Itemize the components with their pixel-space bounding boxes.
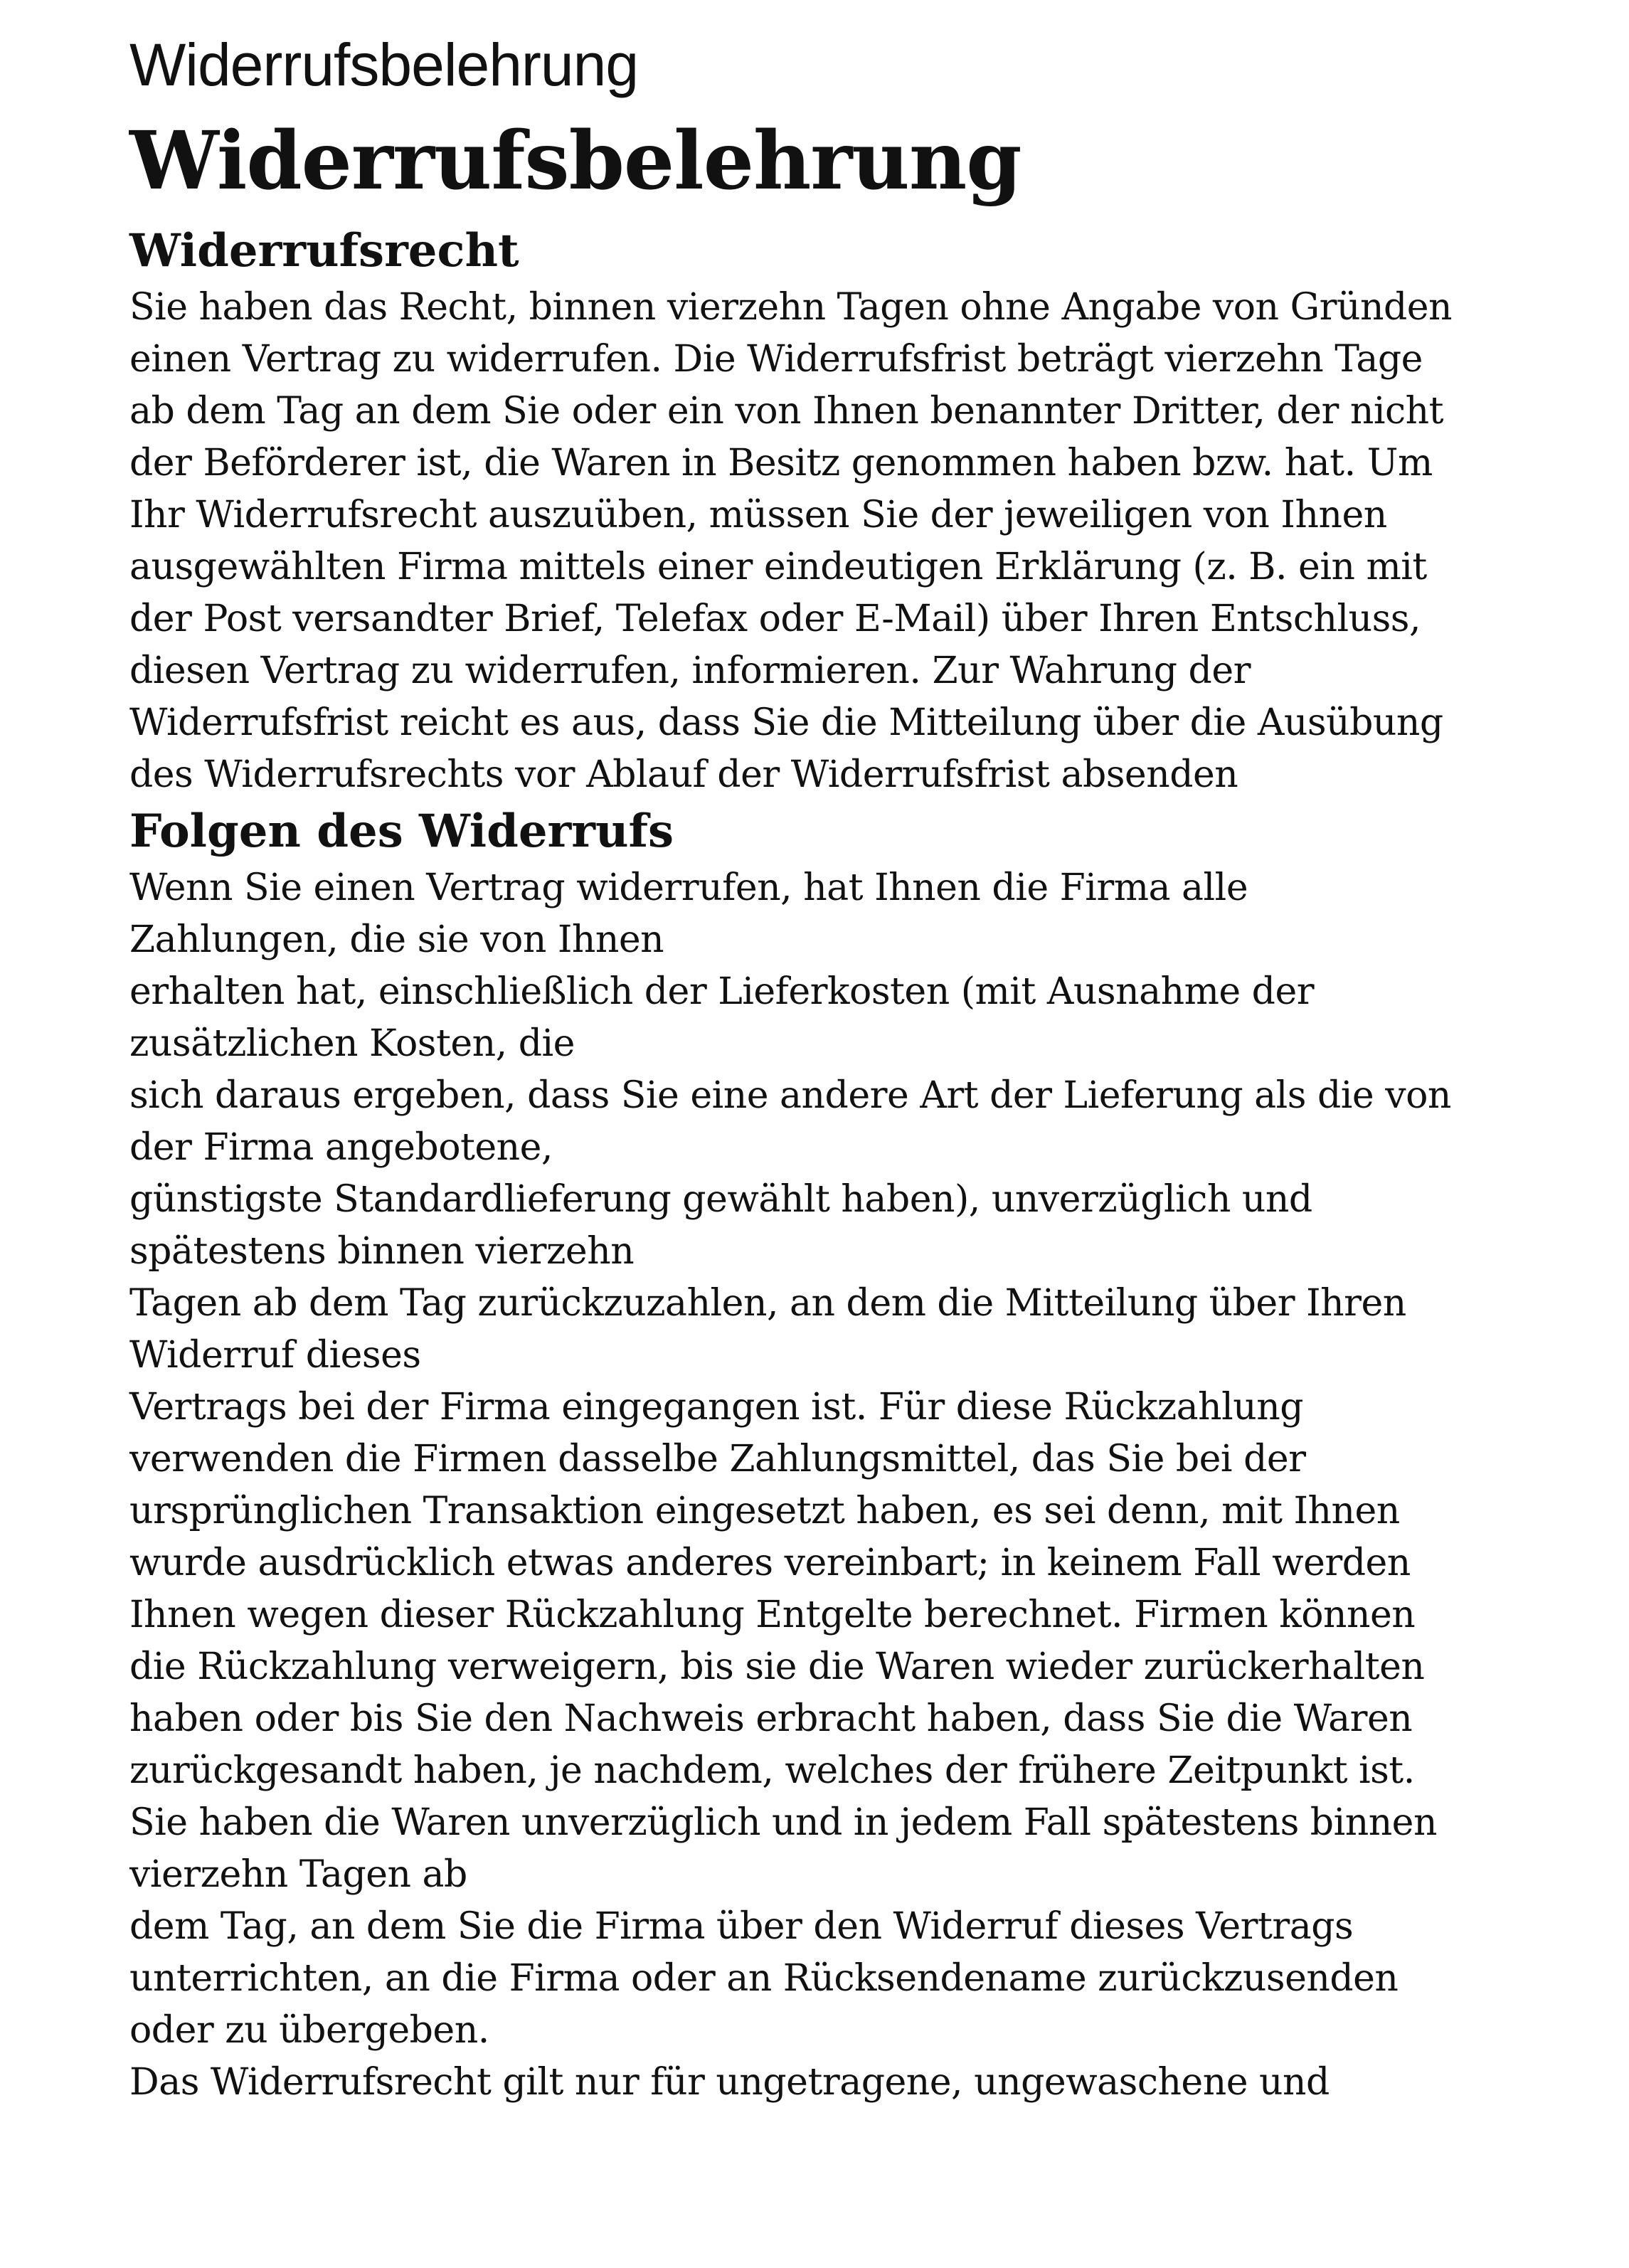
section-widerrufsrecht [129, 221, 1524, 801]
text-line: günstigste Standardlieferung gewählt haben), unverzüglich und [129, 1178, 1312, 1221]
text-line: der Post versandter Brief, Telefax oder E-Mail) über Ihren Entschluss, [129, 598, 1421, 640]
text-line: haben oder bis Sie den Nachweis erbracht haben, dass Sie die Waren [129, 1697, 1413, 1740]
text-line: wurde ausdrücklich etwas anderes vereinbart; in keinem Fall werden [129, 1542, 1411, 1584]
text-line: sich daraus ergeben, dass Sie eine andere Art der Lieferung als die von [129, 1074, 1451, 1117]
text-line: Das Widerrufsrecht gilt nur für ungetragene, ungewaschene und [129, 2061, 1330, 2104]
section-body [129, 862, 1524, 2109]
text-line: ab dem Tag an dem Sie oder ein von Ihnen benannter Dritter, der nicht [129, 390, 1443, 433]
text-line: Ihnen wegen dieser Rückzahlung Entgelte berechnet. Firmen können [129, 1594, 1416, 1636]
text-line: erhalten hat, einschließlich der Lieferkosten (mit Ausnahme der [129, 970, 1315, 1013]
text-line: Sie haben das Recht, binnen vierzehn Tagen ohne Angabe von Gründen [129, 286, 1453, 329]
text-line: Widerruf dieses [129, 1334, 421, 1377]
text-line: der Firma angebotene, [129, 1126, 553, 1169]
text-line: ursprünglichen Transaktion eingesetzt haben, es sei denn, mit Ihnen [129, 1490, 1400, 1532]
text-line: Widerrufsfrist reicht es aus, dass Sie die Mitteilung über die Ausübung [129, 701, 1443, 744]
text-line: Zahlungen, die sie von Ihnen [129, 918, 664, 961]
text-line: unterrichten, an die Firma oder an Rücksendename zurückzusenden [129, 1957, 1399, 2000]
text-line: der Beförderer ist, die Waren in Besitz genommen haben bzw. hat. Um [129, 442, 1433, 484]
section-heading: Folgen des Widerrufs [129, 805, 674, 858]
section-folgen-des-widerrufs [129, 801, 1524, 2109]
text-line: Sie haben die Waren unverzüglich und in jedem Fall spätestens binnen [129, 1801, 1437, 1844]
section-heading: Widerrufsrecht [129, 224, 519, 277]
document-title: Widerrufsbelehrung [129, 31, 639, 98]
text-line: vierzehn Tagen ab [129, 1853, 467, 1896]
document-page [129, 26, 1524, 2109]
text-line: dem Tag, an dem Sie die Firma über den Widerruf dieses Vertrags [129, 1905, 1354, 1948]
text-line: die Rückzahlung verweigern, bis sie die Waren wieder zurückerhalten [129, 1646, 1425, 1688]
text-line: des Widerrufsrechts vor Ablauf der Widerrufsfrist absenden [129, 753, 1238, 796]
text-line: Ihr Widerrufsrecht auszuüben, müssen Sie der jeweiligen von Ihnen [129, 494, 1387, 536]
text-line: verwenden die Firmen dasselbe Zahlungsmittel, das Sie bei der [129, 1438, 1306, 1480]
text-line: ausgewählten Firma mittels einer eindeutigen Erklärung (z. B. ein mit [129, 546, 1427, 588]
text-line: einen Vertrag zu widerrufen. Die Widerrufsfrist beträgt vierzehn Tage [129, 338, 1423, 381]
main-heading: Widerrufsbelehrung [129, 115, 1022, 208]
text-line: Wenn Sie einen Vertrag widerrufen, hat Ihnen die Firma alle [129, 867, 1248, 909]
text-line: spätestens binnen vierzehn [129, 1230, 635, 1273]
text-line: zurückgesandt haben, je nachdem, welches der frühere Zeitpunkt ist. [129, 1749, 1415, 1792]
text-line: oder zu übergeben. [129, 2009, 489, 2052]
text-line: zusätzlichen Kosten, die [129, 1022, 575, 1065]
text-line: diesen Vertrag zu widerrufen, informieren. Zur Wahrung der [129, 650, 1251, 692]
section-body [129, 282, 1524, 801]
text-line: Vertrags bei der Firma eingegangen ist. Für diese Rückzahlung [129, 1386, 1304, 1429]
text-line: Tagen ab dem Tag zurückzuzahlen, an dem die Mitteilung über Ihren [129, 1282, 1406, 1325]
